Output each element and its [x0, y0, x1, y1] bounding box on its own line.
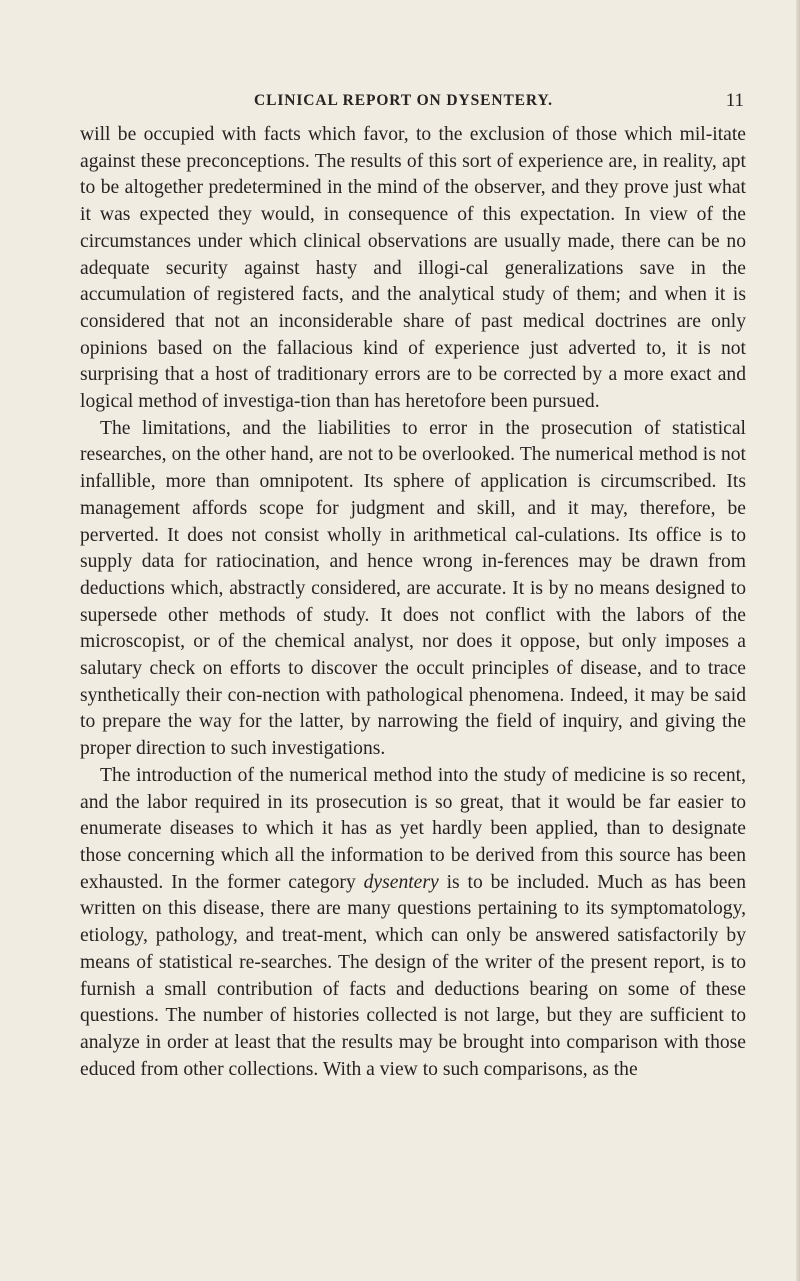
paragraph-3 — [80, 763, 746, 1083]
body-text — [80, 122, 746, 1083]
page-number: 11 — [725, 90, 744, 111]
italic-term-dysentery: dysentery — [363, 871, 439, 893]
paragraph-1: will be occupied with facts which favor, to the exclusion of those which mil-itate against these preconceptions. The results of this sort of experience are, in reality, apt to be altogether predetermined in the mind of the observer, and they prove just what it was expected they would, in consequence of this expectation. In view of the circumstances under which clinical observations are usually made, there can be no adequate security against hasty and illogi-cal generalizations save in the accumulation of registered facts, and the analytical study of them; and when it is considered that not an inconsiderable share of past medical doctrines are only opinions based on the fallacious kind of experience just adverted to, it is not surprising that a host of traditionary errors are to be corrected by a more exact and logical method of investiga-tion than has heretofore been pursued. — [80, 124, 746, 413]
paragraph-3-text-before: The introduction of the numerical method into the study of medicine is so recent, and the labor required in its prosecution is so great, that it would be far easier to enumerate diseases to which it has as yet hardly been applied, than to designate those concerning which all the information to be derived from this source has been exhausted. In the former category — [80, 764, 746, 893]
running-head: CLINICAL REPORT ON DYSENTERY. — [254, 92, 553, 109]
page-header — [80, 88, 744, 114]
paragraph-3-text-after: is to be included. Much as has been written on this disease, there are many questions pertaining to its symptomatology, etiology, pathology, and treat-ment, which can only be answered satisfactorily by means of statistical re-searches. The design of the writer of the present report, is to furnish a small contribution of facts and deductions bearing on some of these questions. The number of histories collected is not large, but they are sufficient to analyze in order at least that the results may be brought into comparison with those educed from other collections. With a view to such comparisons, as the — [80, 871, 746, 1080]
page-edge — [796, 0, 800, 1281]
paragraph-2: The limitations, and the liabilities to error in the prosecution of statistical researches, on the other hand, are not to be overlooked. The numerical method is not infallible, more than omnipotent. Its sphere of application is circumscribed. Its management affords scope for judgment and skill, and it may, therefore, be perverted. It does not consist wholly in arithmetical cal-culations. Its office is to supply data for ratiocination, and hence wrong in-ferences may be drawn from deductions which, abstractly considered, are accurate. It is by no means designed to supersede other methods of study. It does not conflict with the labors of the microscopist, or of the chemical analyst, nor does it oppose, but only imposes a salutary check on efforts to discover the occult principles of disease, and to trace synthetically their con-nection with pathological phenomena. Indeed, it may be said to prepare the way for the latter, by narrowing the field of inquiry, and giving the proper direction to such investigations. — [80, 417, 746, 760]
